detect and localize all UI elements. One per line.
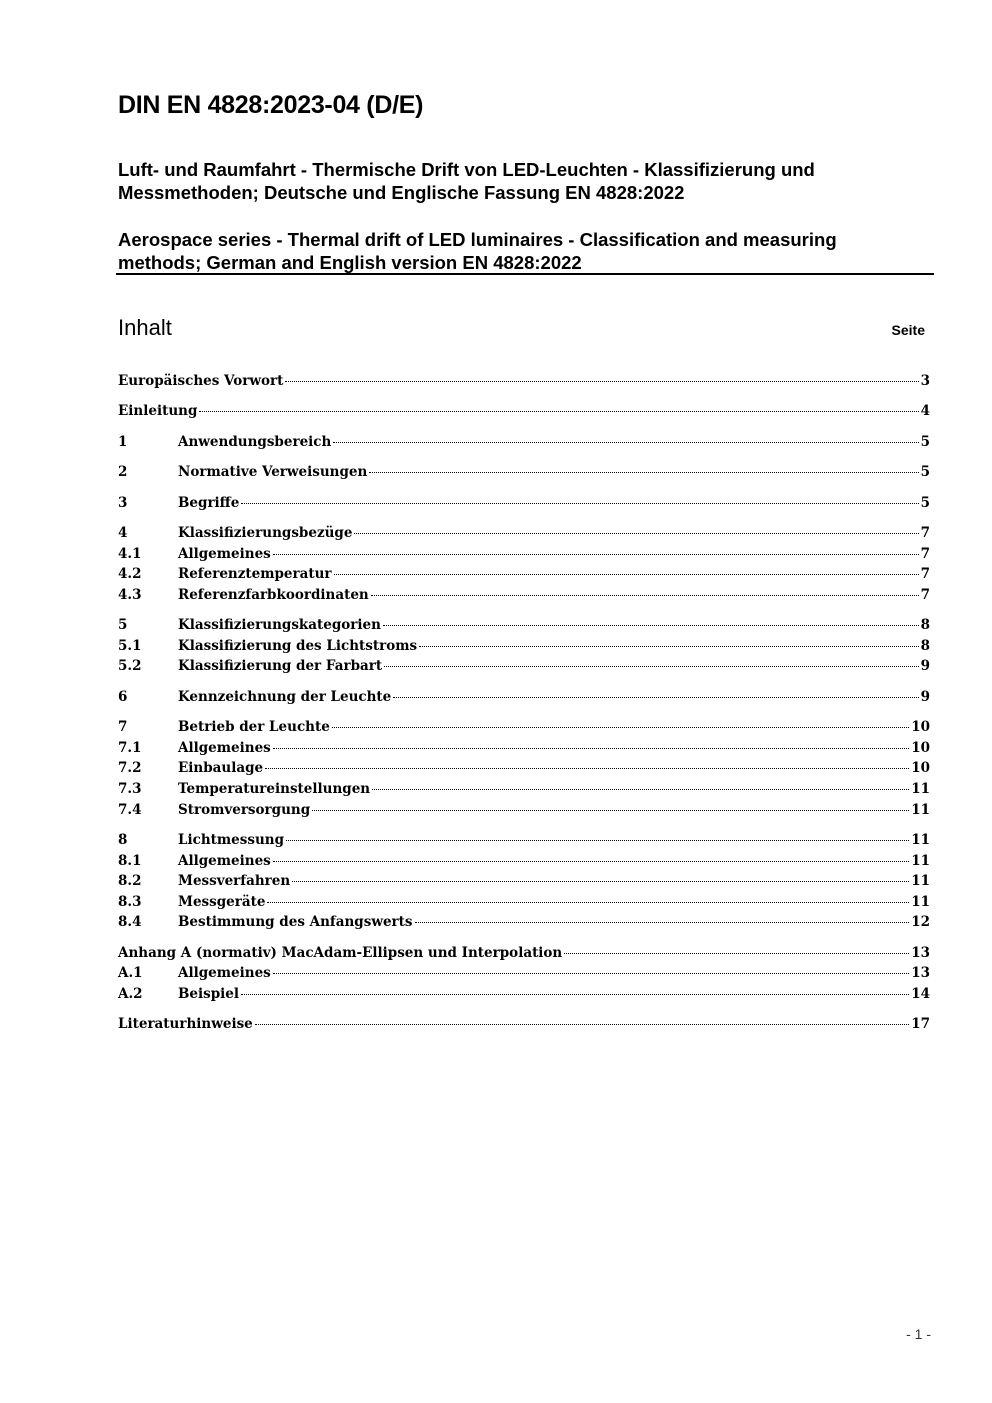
toc-entry-page: 7 <box>920 546 930 562</box>
toc-entry-number: 6 <box>118 689 128 705</box>
title-english: Aerospace series - Thermal drift of LED luminaires - Classification and measuring methods; German and English version EN 4828:2022 <box>118 229 837 273</box>
toc-entry-number: 7.3 <box>118 781 142 797</box>
toc-entry[interactable] <box>118 800 930 820</box>
toc-entry-title: Beispiel <box>178 986 240 1002</box>
toc-entry[interactable] <box>118 462 930 482</box>
toc-entry[interactable] <box>118 779 930 799</box>
toc-entry-page: 11 <box>911 873 930 889</box>
toc-leader-dots <box>241 503 918 504</box>
toc-leader-dots <box>255 1024 909 1025</box>
toc-entry-title: Klassifizierungsbezüge <box>178 525 353 541</box>
toc-entry-number: 7.2 <box>118 760 142 776</box>
toc-entry-page: 11 <box>911 853 930 869</box>
toc-entry[interactable] <box>118 963 930 983</box>
toc-entry[interactable] <box>118 656 930 676</box>
toc-leader-dots <box>354 533 918 534</box>
toc-entry-page: 7 <box>920 525 930 541</box>
toc-entry-number: 4.3 <box>118 587 142 603</box>
toc-entry-page: 11 <box>911 781 930 797</box>
toc-entry[interactable] <box>118 432 930 452</box>
toc-entry-page: 13 <box>911 965 930 981</box>
toc-entry-number: 5.2 <box>118 658 142 674</box>
toc-leader-dots <box>273 554 919 555</box>
toc-entry[interactable] <box>118 493 930 513</box>
page-column-label: Seite <box>891 322 925 338</box>
toc-leader-dots <box>334 574 919 575</box>
toc-entry-page: 7 <box>920 587 930 603</box>
toc-entry-title: Anhang A (normativ) MacAdam-Ellipsen und Interpolation <box>118 945 563 961</box>
toc-entry-title: Allgemeines <box>178 853 271 869</box>
toc-leader-dots <box>383 625 919 626</box>
toc-entry-page: 10 <box>911 760 930 776</box>
toc-entry-number: A.1 <box>118 965 143 981</box>
toc-leader-dots <box>241 994 909 995</box>
toc-entry-title: Klassifizierungskategorien <box>178 617 381 633</box>
toc-entry-page: 8 <box>920 638 930 654</box>
toc-entry[interactable] <box>118 585 930 605</box>
toc-entry[interactable] <box>118 984 930 1004</box>
toc-entry-page: 5 <box>920 464 930 480</box>
toc-entry-page: 11 <box>911 832 930 848</box>
toc-leader-dots <box>265 768 909 769</box>
toc-leader-dots <box>371 595 919 596</box>
toc-leader-dots <box>273 973 909 974</box>
toc-entry-title: Referenzfarbkoordinaten <box>178 587 369 603</box>
toc-entry-title: Anwendungsbereich <box>178 434 332 450</box>
toc-entry-number: 7.1 <box>118 740 142 756</box>
toc-entry-title: Allgemeines <box>178 965 271 981</box>
toc-entry-page: 8 <box>920 617 930 633</box>
toc-entry-title: Lichtmessung <box>178 832 285 848</box>
title-german: Luft- und Raumfahrt - Thermische Drift von LED-Leuchten - Klassifizierung und Messmethoden; Deutsche und Englische Fassung EN 4828:2022 <box>118 159 815 203</box>
toc-leader-dots <box>372 789 909 790</box>
toc-entry-page: 12 <box>911 914 930 930</box>
toc-entry-page: 7 <box>920 566 930 582</box>
toc-entry[interactable] <box>118 758 930 778</box>
toc-leader-dots <box>419 646 919 647</box>
toc-leader-dots <box>286 840 909 841</box>
toc-entry-page: 14 <box>911 986 930 1002</box>
toc-leader-dots <box>267 902 909 903</box>
toc-entry-title: Referenztemperatur <box>178 566 332 582</box>
toc-leader-dots <box>415 922 910 923</box>
toc-entry[interactable] <box>118 851 930 871</box>
toc-entry-number: 7.4 <box>118 802 142 818</box>
toc-leader-dots <box>393 697 918 698</box>
toc-entry-number: 3 <box>118 495 128 511</box>
toc-entry[interactable] <box>118 943 930 963</box>
toc-entry-title: Messgeräte <box>178 894 266 910</box>
toc-entry-number: 8 <box>118 832 128 848</box>
toc-entry-title: Begriffe <box>178 495 240 511</box>
toc-entry[interactable] <box>118 615 930 635</box>
toc-entry[interactable] <box>118 912 930 932</box>
toc-entry-number: A.2 <box>118 986 143 1002</box>
toc-entry-number: 8.1 <box>118 853 142 869</box>
toc-entry-title: Kennzeichnung der Leuchte <box>178 689 392 705</box>
toc-entry-page: 4 <box>920 403 930 419</box>
toc-leader-dots <box>369 472 918 473</box>
toc-entry[interactable] <box>118 523 930 543</box>
toc-entry-title: Bestimmung des Anfangswerts <box>178 914 413 930</box>
toc-entry-title: Literaturhinweise <box>118 1016 253 1032</box>
title-divider <box>116 273 934 275</box>
document-id: DIN EN 4828:2023-04 (D/E) <box>118 91 424 119</box>
toc-entry-title: Stromversorgung <box>178 802 311 818</box>
toc-entry-number: 5.1 <box>118 638 142 654</box>
toc-entry[interactable] <box>118 401 930 421</box>
toc-entry[interactable] <box>118 371 930 391</box>
toc-entry-page: 9 <box>920 689 930 705</box>
toc-entry-number: 8.3 <box>118 894 142 910</box>
toc-leader-dots <box>332 727 909 728</box>
toc-entry[interactable] <box>118 687 930 707</box>
toc-entry-title: Klassifizierung der Farbart <box>178 658 383 674</box>
toc-entry[interactable] <box>118 738 930 758</box>
toc-entry[interactable] <box>118 892 930 912</box>
toc-heading: Inhalt <box>118 315 172 340</box>
page-number: - 1 - <box>906 1326 931 1342</box>
toc-leader-dots <box>273 861 909 862</box>
toc-entry[interactable] <box>118 830 930 850</box>
toc-leader-dots <box>292 881 909 882</box>
toc-leader-dots <box>273 748 909 749</box>
toc-entry[interactable] <box>118 717 930 737</box>
toc-entry-title: Normative Verweisungen <box>178 464 368 480</box>
toc-entry[interactable] <box>118 871 930 891</box>
toc-leader-dots <box>384 666 918 667</box>
toc-entry-page: 10 <box>911 740 930 756</box>
toc-entry-page: 13 <box>911 945 930 961</box>
toc-entry-page: 5 <box>920 434 930 450</box>
toc-entry-number: 4.2 <box>118 566 142 582</box>
toc-entry-page: 5 <box>920 495 930 511</box>
toc-entry[interactable] <box>118 1014 930 1034</box>
toc-entry-page: 3 <box>920 373 930 389</box>
toc-entry-number: 2 <box>118 464 128 480</box>
toc-entry-number: 4.1 <box>118 546 142 562</box>
toc-entry-page: 17 <box>911 1016 930 1032</box>
toc-entry-page: 11 <box>911 802 930 818</box>
toc-entry-number: 8.2 <box>118 873 142 889</box>
toc-entry-title: Einleitung <box>118 403 198 419</box>
toc-leader-dots <box>285 381 918 382</box>
toc-leader-dots <box>199 411 918 412</box>
toc-entry-title: Messverfahren <box>178 873 291 889</box>
toc-entry-title: Europäisches Vorwort <box>118 373 284 389</box>
toc-entry[interactable] <box>118 564 930 584</box>
toc-entry-title: Allgemeines <box>178 546 271 562</box>
toc-entry-number: 1 <box>118 434 128 450</box>
toc-entry-title: Allgemeines <box>178 740 271 756</box>
toc-entry[interactable] <box>118 544 930 564</box>
toc-entry-number: 4 <box>118 525 128 541</box>
toc-entry-page: 9 <box>920 658 930 674</box>
toc-entry-title: Betrieb der Leuchte <box>178 719 330 735</box>
toc-entry-number: 7 <box>118 719 128 735</box>
toc-entry[interactable] <box>118 636 930 656</box>
toc-entry-page: 10 <box>911 719 930 735</box>
toc-leader-dots <box>564 953 909 954</box>
toc-entry-title: Temperatureinstellungen <box>178 781 371 797</box>
toc-entry-title: Klassifizierung des Lichtstroms <box>178 638 418 654</box>
toc-entry-number: 5 <box>118 617 128 633</box>
toc-leader-dots <box>333 442 918 443</box>
toc-entry-number: 8.4 <box>118 914 142 930</box>
toc-entry-page: 11 <box>911 894 930 910</box>
toc-entry-title: Einbaulage <box>178 760 264 776</box>
toc-leader-dots <box>312 810 909 811</box>
